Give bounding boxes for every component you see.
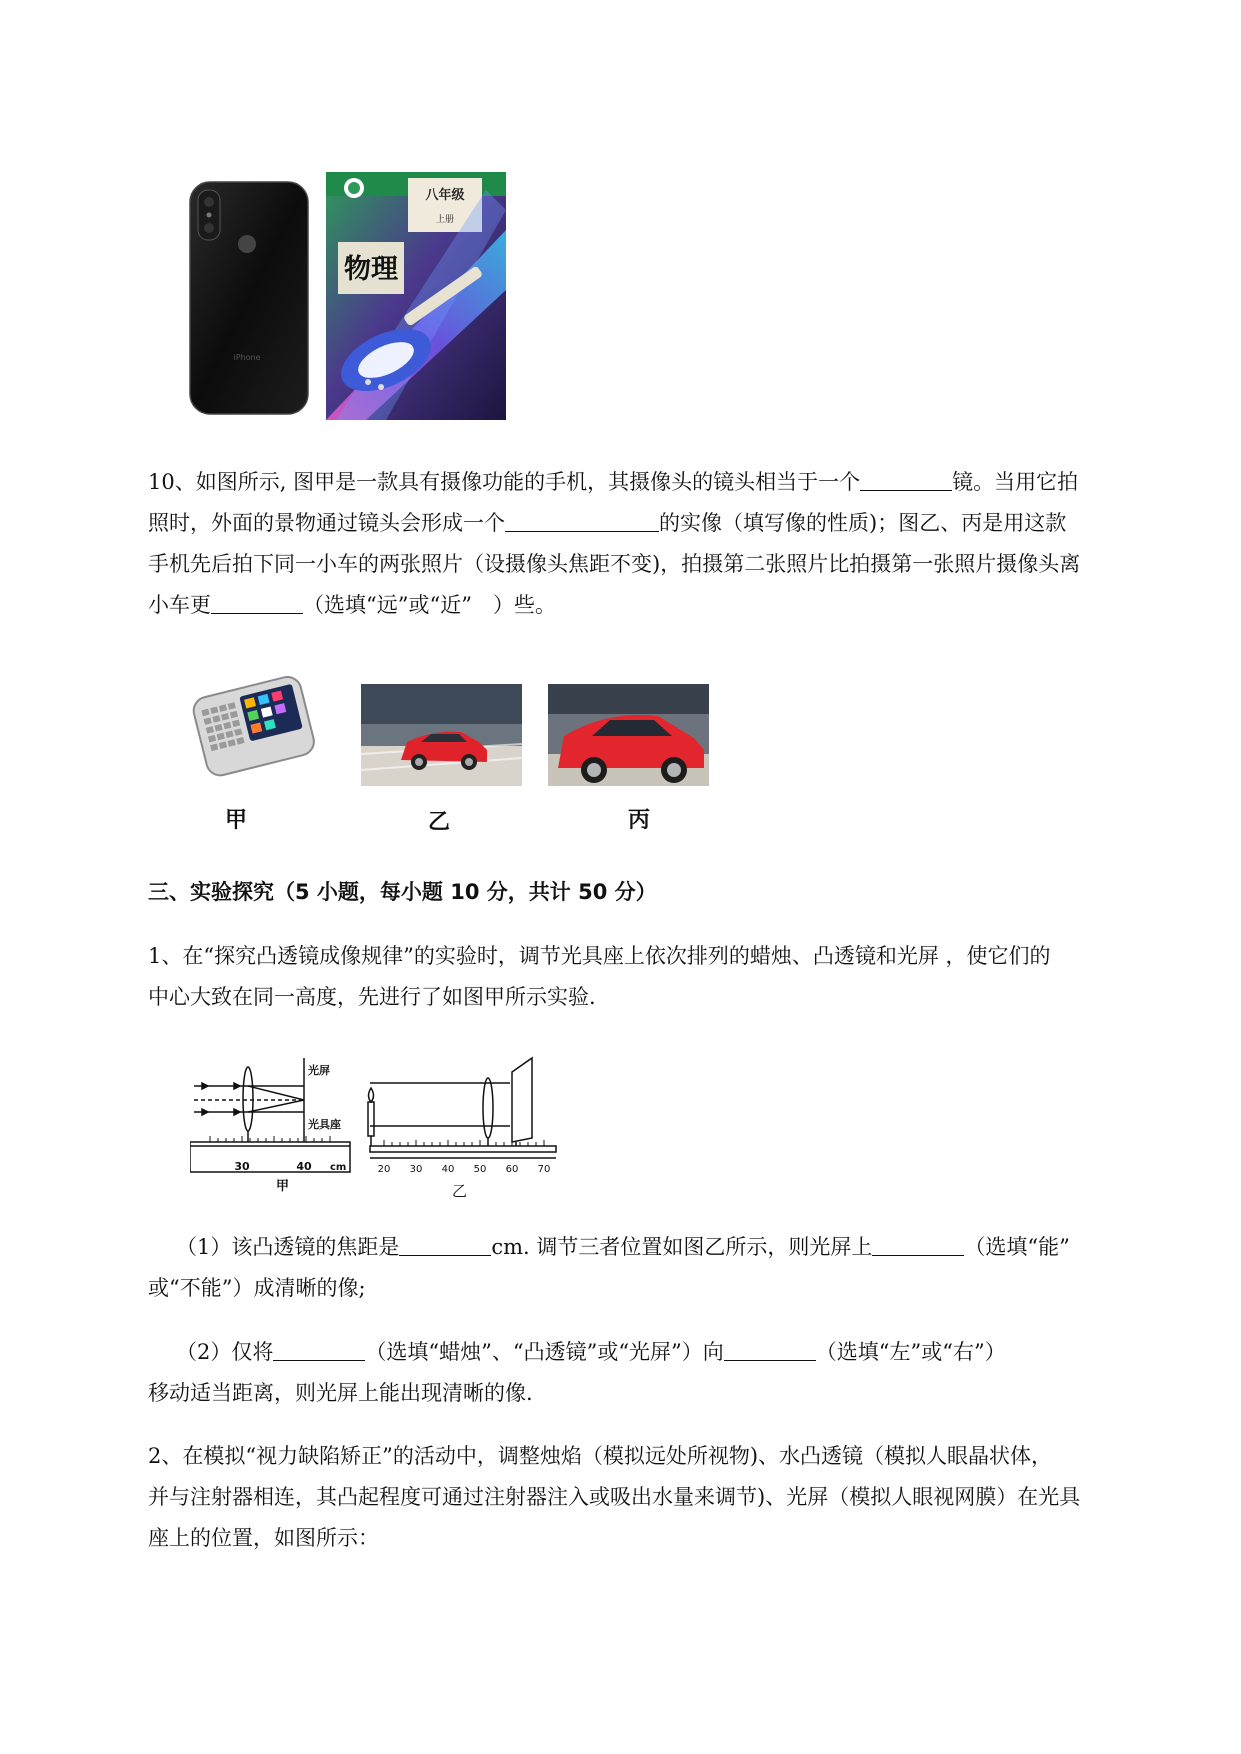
book-grade-label: 八年级 <box>425 188 465 203</box>
section-heading: 三、实验探究（5 小题，每小题 10 分，共计 50 分） <box>148 880 657 904</box>
ruler-label-30: 30 <box>409 1164 423 1175</box>
ruler-label-50: 50 <box>473 1164 487 1175</box>
diagram-b-ruler-labels <box>378 1164 551 1175</box>
e2-line-1: 2、在模拟“视力缺陷矫正”的活动中，调整烛焰（模拟远处所视物)、水凸透镜（模拟人眼晶状体， <box>148 1444 1053 1468</box>
phone-and-textbook-figure <box>186 170 516 425</box>
figure3-caption-b: 乙 <box>452 1182 468 1200</box>
book-volume-label: 上册 <box>435 215 455 225</box>
figure2-caption-c: 丙 <box>628 808 651 833</box>
car-photo-far <box>361 684 522 786</box>
e1-line-1: 1、在“探究凸透镜成像规律”的实验时，调节光具座上依次排列的蜡烛、凸透镜和光屏 ，使它们的 <box>148 944 1051 968</box>
answer-blank-direction[interactable] <box>724 1336 816 1361</box>
answer-blank-focal-length[interactable] <box>399 1231 491 1256</box>
q10-text-4b: （选填“远”或“近” ）些。 <box>303 593 556 617</box>
e1q1-line-2: 或“不能”）成清晰的像; <box>148 1276 366 1300</box>
light-screen-icon <box>512 1058 532 1142</box>
diagram-a-ruler-ticks <box>210 1136 330 1142</box>
q10-line-4 <box>148 585 1158 626</box>
e1q1-text-1c: （选填“能” <box>964 1235 1070 1259</box>
optical-bench-figure <box>190 1050 565 1200</box>
candle-icon <box>368 1102 374 1136</box>
q10-line-1 <box>148 462 1158 503</box>
candle-flame-icon <box>369 1088 374 1102</box>
label-optical-bench: 光具座 <box>308 1118 341 1131</box>
figure2-caption-a: 甲 <box>225 808 248 833</box>
answer-blank-image-nature[interactable] <box>505 507 659 532</box>
figure2-caption-b: 乙 <box>428 810 451 835</box>
answer-blank-far-near[interactable] <box>211 589 303 614</box>
e1q2-line-1 <box>148 1332 1158 1373</box>
ruler-label-20: 20 <box>377 1164 391 1175</box>
e1q2-text-1a: （2）仅将 <box>176 1340 274 1364</box>
experiment-2 <box>148 1436 1158 1559</box>
q10-text-4a: 小车更 <box>148 593 211 617</box>
q10-line-2 <box>148 503 1158 544</box>
convex-lens-icon <box>483 1078 493 1138</box>
figure3-caption-a: 甲 <box>276 1179 290 1194</box>
e1q2-line-2: 移动适当距离，则光屏上能出现清晰的像. <box>148 1381 533 1405</box>
q10-text-1a: 10、如图所示, 图甲是一款具有摄像功能的手机，其摄像头的镜头相当于一个 <box>148 470 861 494</box>
ruler-label-70: 70 <box>537 1164 551 1175</box>
tick-label-40: 40 <box>296 1160 312 1173</box>
q10-text-1b: 镜。当用它拍 <box>952 470 1079 494</box>
q10-text-2b: 的实像（填写像的性质)；图乙、丙是用这款 <box>659 511 1067 535</box>
q10-text-2a: 照时，外面的景物通过镜头会形成一个 <box>148 511 505 535</box>
experiment-1 <box>148 936 1158 1018</box>
unit-label: cm <box>330 1162 347 1173</box>
q10-line-3: 手机先后拍下同一小车的两张照片（设摄像头焦距不变)，拍摄第二张照片比拍摄第一张照片摄像头离 <box>148 552 1081 576</box>
answer-blank-object[interactable] <box>273 1336 365 1361</box>
e1q1-text-1b: cm. 调节三者位置如图乙所示，则光屏上 <box>491 1235 873 1259</box>
qwerty-phone-image <box>190 676 320 786</box>
e1-question-2 <box>148 1332 1158 1414</box>
label-screen: 光屏 <box>308 1064 330 1077</box>
ruler-label-60: 60 <box>505 1164 519 1175</box>
question-10 <box>148 462 1158 626</box>
e1-question-1 <box>148 1227 1158 1309</box>
ruler-label-40: 40 <box>441 1164 455 1175</box>
svg-text:iPhone: iPhone <box>233 353 261 362</box>
physics-textbook-image <box>326 172 506 420</box>
car-photo-near <box>548 684 709 786</box>
answer-blank-can-or-cannot[interactable] <box>872 1231 964 1256</box>
e1q1-text-1a: （1）该凸透镜的焦距是 <box>176 1235 400 1259</box>
tick-label-30: 30 <box>234 1160 250 1173</box>
e1q2-text-1b: （选填“蜡烛”、“凸透镜”或“光屏”）向 <box>365 1340 724 1364</box>
e1-line-2: 中心大致在同一高度，先进行了如图甲所示实验. <box>148 985 596 1009</box>
e2-line-3: 座上的位置，如图所示： <box>148 1526 379 1550</box>
smartphone-image <box>190 182 308 414</box>
answer-blank-lens-type[interactable] <box>860 466 952 491</box>
e2-line-2: 并与注射器相连，其凸起程度可通过注射器注入或吸出水量来调节)、光屏（模拟人眼视网膜）在光具 <box>148 1485 1081 1509</box>
e1q2-text-1c: （选填“左”或“右”） <box>815 1340 1006 1364</box>
e1q1-line-1 <box>148 1227 1158 1268</box>
book-title-label: 物理 <box>344 254 398 285</box>
